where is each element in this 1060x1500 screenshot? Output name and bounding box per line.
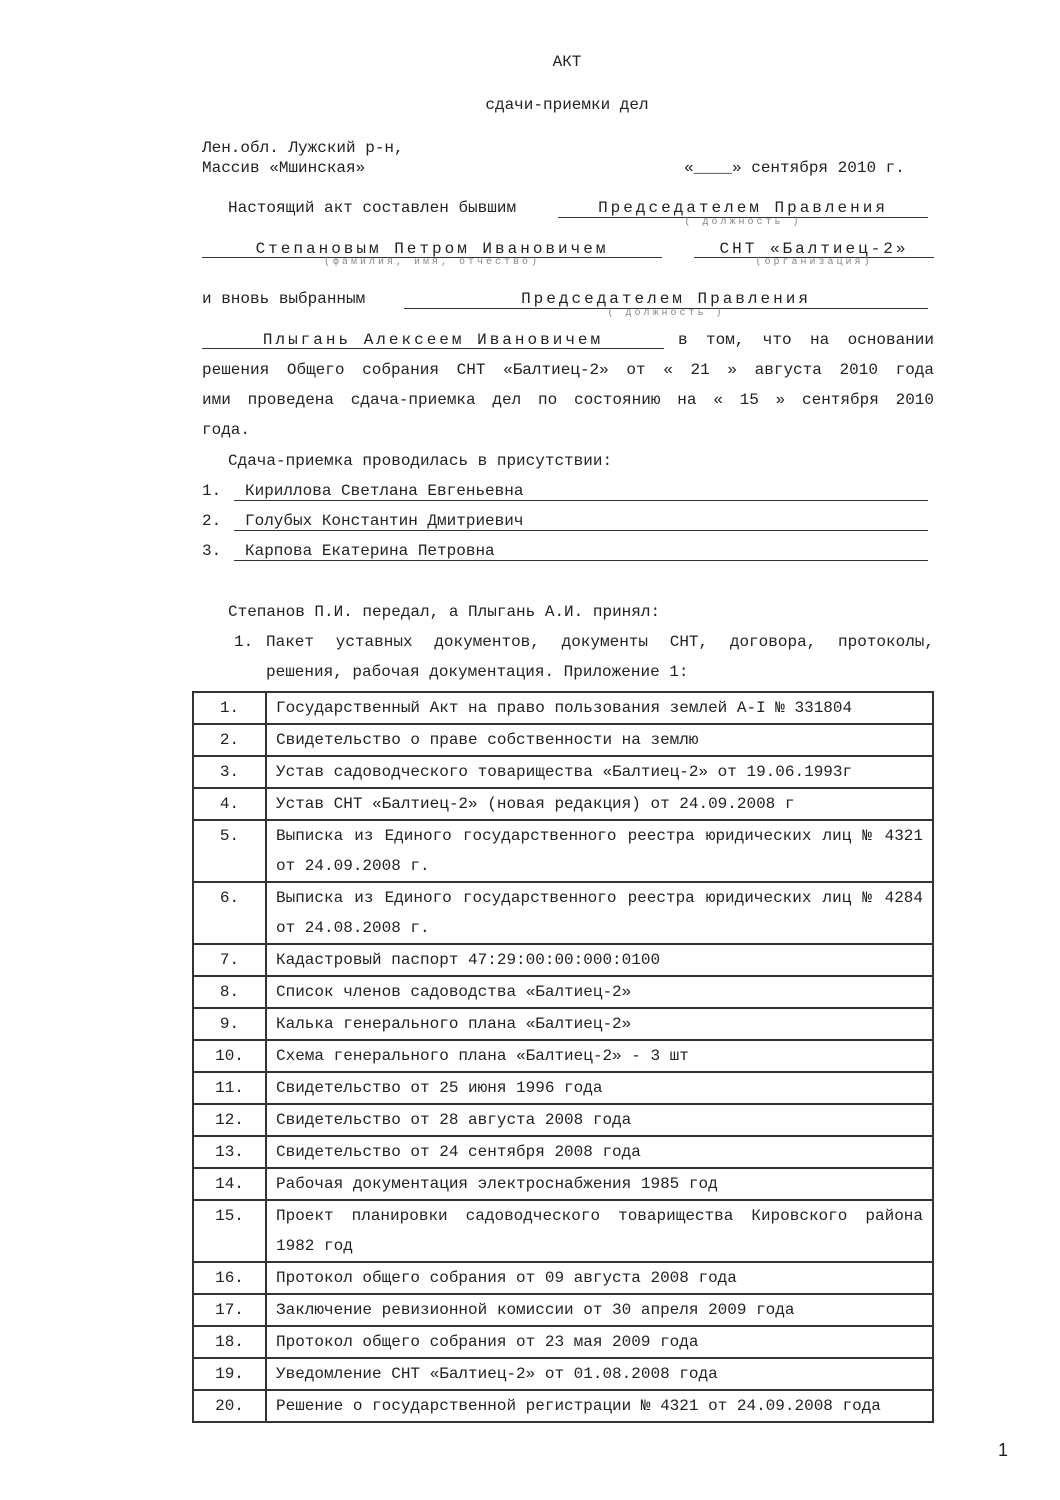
table-row bbox=[193, 692, 933, 724]
presence-text: Сдача-приемка проводилась в присутствии: bbox=[228, 452, 613, 470]
table-row bbox=[193, 1136, 933, 1168]
row-text bbox=[266, 1358, 933, 1390]
new-name: Плыгань Алексеем Ивановичем bbox=[262, 331, 604, 349]
table-row bbox=[193, 1104, 933, 1136]
organization: СНТ «Балтиец-2» bbox=[719, 240, 909, 258]
row-text-content: Рабочая документация электроснабжения 1985 год bbox=[276, 1175, 718, 1193]
doc-title: АКТ bbox=[552, 53, 582, 71]
table-row bbox=[193, 756, 933, 788]
witness-name-3: Карпова Екатерина Петровна bbox=[245, 542, 495, 560]
row-number: 14. bbox=[193, 1168, 266, 1200]
table-row bbox=[193, 944, 933, 976]
witness-underline-2 bbox=[234, 530, 928, 531]
basis-text-4: года. bbox=[202, 421, 251, 439]
row-number: 5. bbox=[193, 820, 266, 882]
row-number: 9. bbox=[193, 1008, 266, 1040]
row-text-content: Проект планировки садоводческого товарищества Кировского района 1982 год bbox=[276, 1207, 923, 1255]
table-row bbox=[193, 820, 933, 882]
row-text-content: Свидетельство от 25 июня 1996 года bbox=[276, 1079, 603, 1097]
row-number: 6. bbox=[193, 882, 266, 944]
table-row bbox=[193, 724, 933, 756]
former-name: Степановым Петром Ивановичем bbox=[255, 240, 609, 258]
witness-name-1: Кириллова Светлана Евгеньевна bbox=[245, 482, 524, 500]
witness-underline-3 bbox=[234, 560, 928, 561]
caption-position-2: ( должность ) bbox=[607, 308, 725, 319]
table-row bbox=[193, 1294, 933, 1326]
date-blank: ____ bbox=[693, 159, 733, 177]
row-text bbox=[266, 1040, 933, 1072]
witness-num-2: 2. bbox=[202, 512, 222, 530]
new-name-underline bbox=[202, 348, 664, 349]
table-row bbox=[193, 788, 933, 820]
row-text-content: Выписка из Единого государственного реестра юридических лиц № 4284 от 24.08.2008 г. bbox=[276, 889, 923, 937]
row-text-content: Свидетельство о праве собственности на землю bbox=[276, 731, 699, 749]
row-number: 2. bbox=[193, 724, 266, 756]
row-number: 19. bbox=[193, 1358, 266, 1390]
date-rest: » сентября 2010 г. bbox=[732, 159, 905, 177]
row-text bbox=[266, 724, 933, 756]
witness-num-3: 3. bbox=[202, 542, 222, 560]
table-row bbox=[193, 882, 933, 944]
row-text-content: Схема генерального плана «Балтиец-2» - 3 шт bbox=[276, 1047, 689, 1065]
row-number: 10. bbox=[193, 1040, 266, 1072]
doc-subtitle: сдачи-приемки дел bbox=[485, 96, 649, 114]
table-row bbox=[193, 1040, 933, 1072]
row-text-content: Свидетельство от 28 августа 2008 года bbox=[276, 1111, 632, 1129]
row-text-content: Протокол общего собрания от 23 мая 2009 года bbox=[276, 1333, 699, 1351]
item1-num: 1. bbox=[234, 633, 254, 651]
row-number: 12. bbox=[193, 1104, 266, 1136]
row-number: 18. bbox=[193, 1326, 266, 1358]
row-text-content: Устав садоводческого товарищества «Балтиец-2» от 19.06.1993г bbox=[276, 763, 853, 781]
row-text bbox=[266, 1326, 933, 1358]
row-number: 3. bbox=[193, 756, 266, 788]
row-number: 11. bbox=[193, 1072, 266, 1104]
row-text-content: Уведомление СНТ «Балтиец-2» от 01.08.2008 года bbox=[276, 1365, 718, 1383]
row-text-content: Кадастровый паспорт 47:29:00:00:000:0100 bbox=[276, 951, 661, 969]
row-text-content: Выписка из Единого государственного реестра юридических лиц № 4321 от 24.09.2008 г. bbox=[276, 827, 923, 875]
row-number: 7. bbox=[193, 944, 266, 976]
caption-org: (организация) bbox=[755, 257, 873, 268]
row-text bbox=[266, 788, 933, 820]
table-row bbox=[193, 1072, 933, 1104]
row-text-content: Список членов садоводства «Балтиец-2» bbox=[276, 983, 632, 1001]
row-text-content: Протокол общего собрания от 09 августа 2008 года bbox=[276, 1269, 737, 1287]
row-text bbox=[266, 976, 933, 1008]
table-row bbox=[193, 1358, 933, 1390]
date-line bbox=[684, 158, 905, 178]
caption-position-1: ( должность ) bbox=[684, 217, 802, 228]
location-line-2: Массив «Мшинская» bbox=[202, 159, 366, 177]
table-row bbox=[193, 1200, 933, 1262]
new-position: Председателем Правления bbox=[521, 290, 811, 308]
table-row bbox=[193, 1168, 933, 1200]
row-number: 8. bbox=[193, 976, 266, 1008]
row-text bbox=[266, 1200, 933, 1262]
basis-text-3: ими проведена сдача-приемка дел по состоянию на « 15 » сентября 2010 bbox=[202, 391, 934, 409]
row-number: 1. bbox=[193, 692, 266, 724]
table-row bbox=[193, 1326, 933, 1358]
row-number: 17. bbox=[193, 1294, 266, 1326]
row-number: 13. bbox=[193, 1136, 266, 1168]
row-text bbox=[266, 944, 933, 976]
table-row bbox=[193, 976, 933, 1008]
new-elected-text: и вновь выбранным bbox=[202, 290, 366, 308]
row-text bbox=[266, 1168, 933, 1200]
row-text-content: Устав СНТ «Балтиец-2» (новая редакция) от 24.09.2008 г bbox=[276, 795, 795, 813]
row-number: 4. bbox=[193, 788, 266, 820]
item1-line-1: Пакет уставных документов, документы СНТ, договора, протоколы, bbox=[266, 633, 934, 651]
row-text bbox=[266, 820, 933, 882]
witness-underline-1 bbox=[234, 500, 928, 501]
row-text bbox=[266, 1294, 933, 1326]
row-text bbox=[266, 1072, 933, 1104]
table-row bbox=[193, 1262, 933, 1294]
row-text bbox=[266, 692, 933, 724]
former-position: Председателем Правления bbox=[598, 199, 888, 217]
table-row bbox=[193, 1390, 933, 1422]
witness-name-2: Голубых Константин Дмитриевич bbox=[245, 512, 524, 530]
transfer-text: Степанов П.И. передал, а Плыгань А.И. принял: bbox=[228, 603, 661, 621]
caption-name: (фамилия, имя, отчество) bbox=[323, 257, 541, 268]
row-text bbox=[266, 1136, 933, 1168]
row-text bbox=[266, 1262, 933, 1294]
row-number: 20. bbox=[193, 1390, 266, 1422]
row-text-content: Государственный Акт на право пользования землей А-I № 331804 bbox=[276, 699, 853, 717]
row-text bbox=[266, 1008, 933, 1040]
date-open-quote: « bbox=[684, 159, 694, 177]
row-text-content: Свидетельство от 24 сентября 2008 года bbox=[276, 1143, 641, 1161]
row-number: 16. bbox=[193, 1262, 266, 1294]
page-number: 1 bbox=[998, 1440, 1009, 1460]
row-text bbox=[266, 1390, 933, 1422]
basis-text-2: решения Общего собрания СНТ «Балтиец-2» от « 21 » августа 2010 года bbox=[202, 361, 934, 379]
documents-table bbox=[192, 691, 934, 1423]
basis-text-1: в том, что на основании bbox=[678, 331, 934, 349]
row-text-content: Заключение ревизионной комиссии от 30 апреля 2009 года bbox=[276, 1301, 795, 1319]
row-text bbox=[266, 1104, 933, 1136]
location-line-1: Лен.обл. Лужский р-н, bbox=[202, 139, 404, 157]
intro-text: Настоящий акт составлен бывшим bbox=[228, 199, 517, 217]
table-row bbox=[193, 1008, 933, 1040]
row-text-content: Калька генерального плана «Балтиец-2» bbox=[276, 1015, 632, 1033]
row-text-content: Решение о государственной регистрации № 4321 от 24.09.2008 года bbox=[276, 1397, 881, 1415]
item1-line-2: решения, рабочая документация. Приложение 1: bbox=[266, 663, 689, 681]
row-number: 15. bbox=[193, 1200, 266, 1262]
witness-num-1: 1. bbox=[202, 482, 222, 500]
row-text bbox=[266, 756, 933, 788]
row-text bbox=[266, 882, 933, 944]
